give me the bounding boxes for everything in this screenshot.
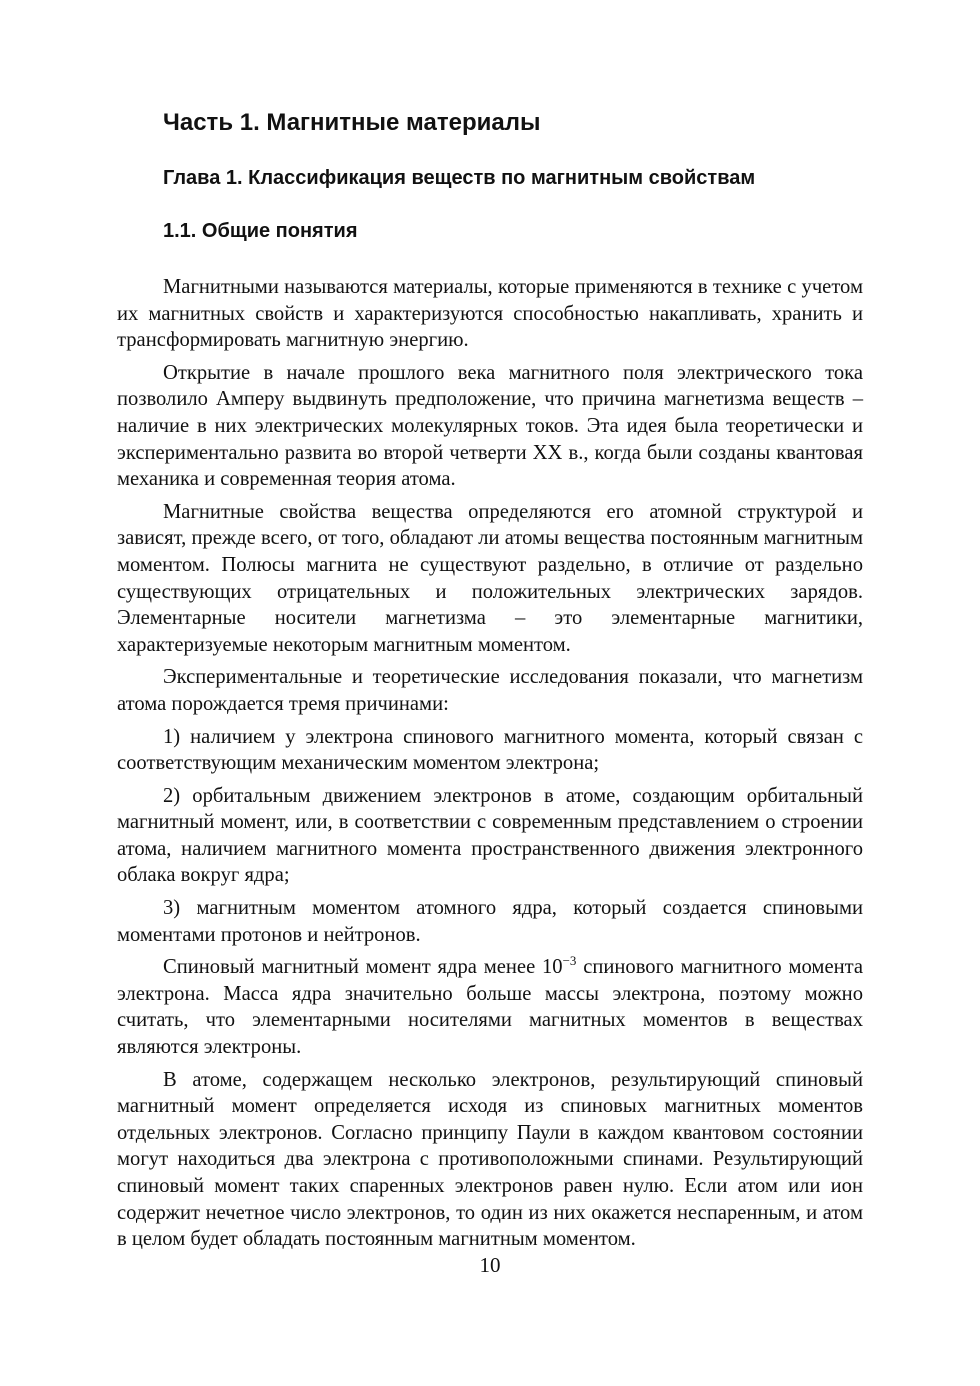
list-item: 1) наличием у электрона спинового магнитного момента, который связан с соответствующим механическим моментом электрона; [117,725,863,775]
list-item: 3) магнитным моментом атомного ядра, который создается спиновыми моментами протонов и нейтронов. [117,897,863,946]
paragraph: В атоме, содержащем несколько электронов, результирующий спиновый магнитный момент определяется исходя из спиновых магнитных моментов отдельных электронов. Согласно принципу Паули в каждом квантовом состоянии могут находиться два электрона с противоположными спинами. Результирующий спиновый момент таких спаренных электронов равен нулю. Если атом или ион содержит нечетное число электронов, то один из них окажется неспаренным, и атом в целом будет обладать постоянным магнитным моментом. [117,1068,863,1251]
body-text [117,274,863,1253]
chapter-heading: Глава 1. Классификация веществ по магнитным свойствам [163,167,756,189]
spin-text-before: Спиновый магнитный момент ядра менее 10 [163,956,563,979]
page-content [117,98,863,1259]
paragraph: Открытие в начале прошлого века магнитного поля электрического тока позволило Амперу выдвинуть предположение, что причина магнетизма веществ – наличие в них электрических молекулярных токов. Эта идея была теоретически и экспериментально развита во второй четверти XX в., когда были созданы квантовая механика и современная теория атома. [117,361,863,491]
spin-text-after: спинового магнитного момента электрона. Масса ядра значительно больше массы электрона, поэтому можно считать, что элементарными носителями магнитных моментов в веществах являются электроны. [117,956,863,1059]
list-item: 2) орбитальным движением электронов в атоме, создающим орбитальный магнитный момент, или, в соответствии с современным представлением о строении атома, наличием магнитного момента пространственного движения электронного облака вокруг ядра; [117,784,863,887]
exponent: −3 [562,953,577,969]
paragraph: Магнитными называются материалы, которые применяются в технике с учетом их магнитных свойств и характеризуются способностью накапливать, хранить и трансформировать магнитную энергию. [117,276,863,352]
page-number: 10 [479,1253,501,1277]
part-heading: Часть 1. Магнитные материалы [163,109,541,136]
paragraph: Магнитные свойства вещества определяются его атомной структурой и зависят, прежде всего, от того, обладают ли атомы вещества постоянным магнитным моментом. Полюсы магнита не существуют раздельно, в отличие от раздельно существующих отрицательных и положительных электрических зарядов. Элементарные носители магнетизма – это элементарные магнитики, характеризуемые некоторым магнитным моментом. [117,500,863,656]
spin-paragraph [117,954,863,1060]
section-heading: 1.1. Общие понятия [163,220,358,242]
paragraph: Экспериментальные и теоретические исследования показали, что магнетизм атома порождается тремя причинами: [117,666,863,715]
